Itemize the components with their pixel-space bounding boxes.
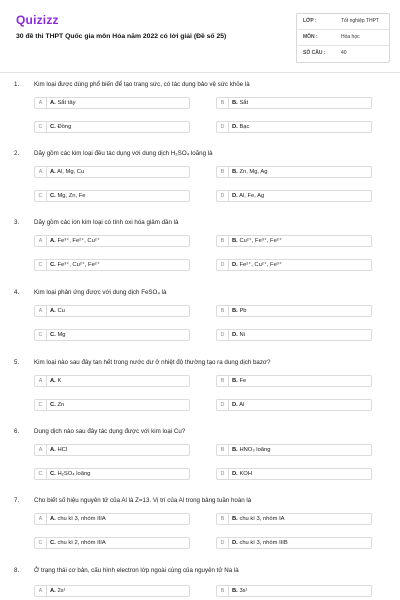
option-letter: B xyxy=(217,376,229,386)
option-b[interactable] xyxy=(216,166,372,178)
option-prefix: D. xyxy=(232,193,238,199)
option-letter: D xyxy=(217,469,229,479)
option-prefix: B. xyxy=(232,447,238,453)
option-letter: B xyxy=(217,514,229,524)
option-text: Al xyxy=(239,402,245,408)
option-c[interactable] xyxy=(34,399,190,411)
option-a[interactable] xyxy=(34,375,190,387)
option-letter: D xyxy=(217,330,229,340)
option-text: Cu xyxy=(57,308,65,314)
option-letter: C xyxy=(35,122,47,132)
option-prefix: C. xyxy=(50,402,56,408)
option-c[interactable] xyxy=(34,121,190,133)
option-letter: C xyxy=(35,191,47,201)
option-text: Bạc xyxy=(239,124,250,130)
option-letter: B xyxy=(217,236,229,246)
class-value: Tốt nghiệp THPT xyxy=(341,18,379,24)
option-text: Sắt tây xyxy=(57,100,76,106)
option-prefix: C. xyxy=(50,471,56,477)
option-text: H₂SO₄ loãng xyxy=(57,471,91,477)
option-text: Zn xyxy=(57,402,65,408)
option-letter: A xyxy=(35,306,47,316)
option-b[interactable] xyxy=(216,375,372,387)
option-d[interactable] xyxy=(216,468,372,480)
question-number: 6. xyxy=(14,428,20,435)
meta-row-subject xyxy=(297,30,389,46)
option-letter: A xyxy=(35,514,47,524)
option-d[interactable] xyxy=(216,329,372,341)
question-number: 2. xyxy=(14,150,20,157)
option-text: chu kì 3, nhóm IA xyxy=(239,516,285,522)
question-number: 7. xyxy=(14,497,20,504)
question-count-label: SỐ CÂU : xyxy=(303,50,326,56)
option-prefix: A. xyxy=(50,169,56,175)
option-prefix: A. xyxy=(50,447,56,453)
option-text: chu kì 3, nhóm IIIB xyxy=(239,540,288,546)
option-d[interactable] xyxy=(216,259,372,271)
option-text: Mg, Zn, Fe xyxy=(57,193,86,199)
option-a[interactable] xyxy=(34,97,190,109)
option-text: HNO₃ loãng xyxy=(239,447,271,453)
question-text: Kim loại nào sau đây tan hết trong nước dư ở nhiệt độ thường tạo ra dung dịch bazơ? xyxy=(34,359,271,366)
option-text: 3s¹ xyxy=(239,588,248,594)
option-a[interactable] xyxy=(34,305,190,317)
option-text: Cu²⁺, Fe³⁺, Fe²⁺ xyxy=(239,238,282,244)
question-number: 8. xyxy=(14,567,20,574)
option-prefix: A. xyxy=(50,100,56,106)
meta-info-box xyxy=(296,13,390,63)
option-text: HCl xyxy=(57,447,68,453)
option-letter: D xyxy=(217,538,229,548)
option-text: Fe²⁺, Cu²⁺, Fe³⁺ xyxy=(239,262,282,268)
page-title: 30 đề thi THPT Quốc gia môn Hóa năm 2022 có lời giải (Đề số 25) xyxy=(16,33,227,40)
option-b[interactable] xyxy=(216,444,372,456)
option-a[interactable] xyxy=(34,585,190,597)
option-letter: A xyxy=(35,445,47,455)
option-text: Sắt xyxy=(239,100,249,106)
option-letter: A xyxy=(35,236,47,246)
option-c[interactable] xyxy=(34,329,190,341)
option-letter: D xyxy=(217,122,229,132)
question-number: 3. xyxy=(14,219,20,226)
option-text: 2s¹ xyxy=(57,588,66,594)
option-prefix: B. xyxy=(232,516,238,522)
question-text: Dãy gồm các kim loại đều tác dụng với dung dịch H₂SO₄ loãng là xyxy=(34,150,213,157)
option-c[interactable] xyxy=(34,259,190,271)
option-text: Al, Mg, Cu xyxy=(57,169,85,175)
option-d[interactable] xyxy=(216,399,372,411)
option-text: Fe xyxy=(239,378,247,384)
option-d[interactable] xyxy=(216,190,372,202)
option-text: chu kì 3, nhóm IIIA xyxy=(57,516,106,522)
option-b[interactable] xyxy=(216,235,372,247)
option-prefix: B. xyxy=(232,588,238,594)
question-number: 4. xyxy=(14,289,20,296)
option-prefix: D. xyxy=(232,402,238,408)
option-letter: B xyxy=(217,586,229,596)
option-text: KOH xyxy=(239,471,252,477)
option-letter: A xyxy=(35,376,47,386)
option-d[interactable] xyxy=(216,537,372,549)
option-prefix: D. xyxy=(232,332,238,338)
option-b[interactable] xyxy=(216,97,372,109)
option-a[interactable] xyxy=(34,166,190,178)
question-number: 1. xyxy=(14,81,20,88)
option-prefix: C. xyxy=(50,540,56,546)
option-text: Đồng xyxy=(57,124,72,130)
option-a[interactable] xyxy=(34,444,190,456)
option-prefix: C. xyxy=(50,124,56,130)
option-prefix: A. xyxy=(50,308,56,314)
option-prefix: D. xyxy=(232,471,238,477)
question-text: Kim loại phản ứng được với dung dịch FeSO₄ là xyxy=(34,289,167,296)
option-text: chu kì 2, nhóm IIIA xyxy=(57,540,106,546)
option-prefix: D. xyxy=(232,124,238,130)
option-text: Pb xyxy=(239,308,247,314)
option-letter: A xyxy=(35,586,47,596)
option-letter: D xyxy=(217,260,229,270)
option-text: Ni xyxy=(239,332,245,338)
option-prefix: B. xyxy=(232,169,238,175)
subject-label: MÔN : xyxy=(303,34,318,40)
option-b[interactable] xyxy=(216,585,372,597)
question-text: Ở trạng thái cơ bản, cấu hình electron lớp ngoài cùng của nguyên tử Na là xyxy=(34,567,239,574)
option-letter: B xyxy=(217,98,229,108)
option-text: Fe³⁺, Cu²⁺, Fe²⁺ xyxy=(57,262,100,268)
quizizz-logo: Quizizz xyxy=(16,13,59,27)
option-text: K xyxy=(57,378,62,384)
option-prefix: B. xyxy=(232,238,238,244)
option-letter: B xyxy=(217,306,229,316)
option-letter: C xyxy=(35,330,47,340)
question-text: Kim loại được dùng phổ biến để tạo trang sức, có tác dụng bảo vệ sức khỏe là xyxy=(34,81,250,88)
meta-row-class xyxy=(297,14,389,30)
meta-row-count xyxy=(297,46,389,62)
option-text: Al, Fe, Ag xyxy=(239,193,265,199)
option-c[interactable] xyxy=(34,537,190,549)
option-d[interactable] xyxy=(216,121,372,133)
question-text: Dãy gồm các ion kim loại có tính oxi hóa giảm dần là xyxy=(34,219,179,226)
option-b[interactable] xyxy=(216,513,372,525)
option-letter: B xyxy=(217,445,229,455)
option-prefix: B. xyxy=(232,378,238,384)
class-label: LỚP : xyxy=(303,18,317,24)
option-prefix: A. xyxy=(50,588,56,594)
option-prefix: B. xyxy=(232,100,238,106)
option-text: Fe³⁺, Fe²⁺, Cu²⁺ xyxy=(57,238,100,244)
subject-value: Hóa học xyxy=(341,34,360,40)
option-prefix: C. xyxy=(50,332,56,338)
header-divider xyxy=(0,72,400,73)
question-text: Cho biết số hiệu nguyên tử của Al là Z=13. Vị trí của Al trong bảng tuần hoàn là xyxy=(34,497,252,504)
option-letter: A xyxy=(35,98,47,108)
option-prefix: C. xyxy=(50,193,56,199)
option-letter: C xyxy=(35,538,47,548)
option-a[interactable] xyxy=(34,235,190,247)
question-count-value: 40 xyxy=(341,50,347,56)
option-b[interactable] xyxy=(216,305,372,317)
option-prefix: A. xyxy=(50,516,56,522)
option-text: Zn, Mg, Ag xyxy=(239,169,268,175)
header xyxy=(0,0,400,70)
option-letter: C xyxy=(35,260,47,270)
option-letter: A xyxy=(35,167,47,177)
option-c[interactable] xyxy=(34,468,190,480)
option-prefix: A. xyxy=(50,238,56,244)
question-number: 5. xyxy=(14,359,20,366)
option-prefix: A. xyxy=(50,378,56,384)
option-c[interactable] xyxy=(34,190,190,202)
option-text: Mg xyxy=(57,332,66,338)
option-letter: D xyxy=(217,400,229,410)
option-prefix: D. xyxy=(232,540,238,546)
option-letter: D xyxy=(217,191,229,201)
option-letter: B xyxy=(217,167,229,177)
option-prefix: C. xyxy=(50,262,56,268)
question-text: Dung dịch nào sau đây tác dụng được với kim loại Cu? xyxy=(34,428,186,435)
option-prefix: B. xyxy=(232,308,238,314)
option-prefix: D. xyxy=(232,262,238,268)
option-a[interactable] xyxy=(34,513,190,525)
option-letter: C xyxy=(35,400,47,410)
option-letter: C xyxy=(35,469,47,479)
